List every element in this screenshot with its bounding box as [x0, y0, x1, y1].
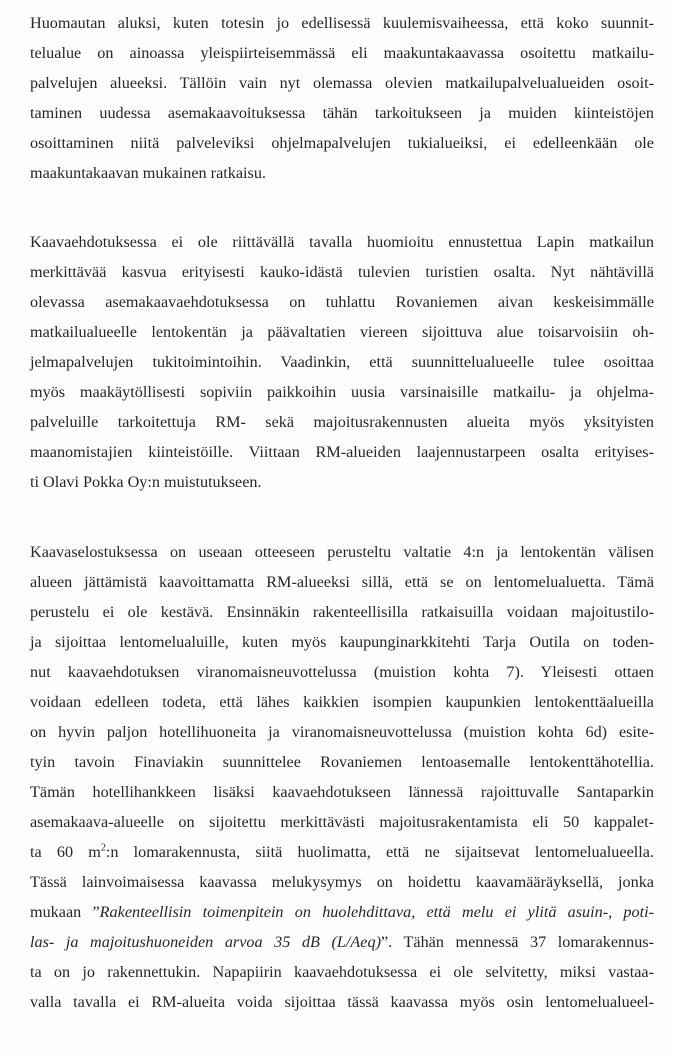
- paragraph-line: Huomautan aluksi, kuten totesin jo edellisessä kuulemisvaiheessa, että koko suunnit-: [30, 14, 654, 32]
- text-segment: ”. Tähän mennessä 37 lomarakennus-: [380, 933, 655, 951]
- paragraph-line: valla tavalla ei RM-alueita voida sijoittaa tässä kaavassa myös osin lentomelualueel-: [30, 993, 654, 1011]
- paragraph-line: asemakaava-alueelle on sijoitettu merkittävästi majoitusrakentamista eli 50 kappalet-: [30, 813, 654, 831]
- text-segment: ta 60 m: [30, 843, 101, 861]
- paragraph-line: ja sijoittaa lentomelualuille, kuten myös kaupunginarkkitehti Tarja Outila on toden-: [30, 633, 654, 651]
- paragraph-line: perustelu ei ole kestävä. Ensinnäkin rakenteellisilla ratkaisuilla voidaan majoitustilo-: [30, 603, 654, 621]
- paragraph-line: palvelujen alueeksi. Tällöin vain nyt olemassa olevien matkailupalvelualueiden osoit-: [30, 74, 654, 92]
- text-segment: mukaan ”: [30, 903, 100, 921]
- paragraph-line: Kaavaehdotuksessa ei ole riittävällä tavalla huomioitu ennustettua Lapin matkailun: [30, 233, 654, 251]
- paragraph-line: merkittävää kasvua erityisesti kauko-idästä tulevien turistien osalta. Nyt nähtävillä: [30, 263, 654, 281]
- paragraph-line: tyin tavoin Finaviakin suunnittelee Rovaniemen lentoasemalle lentokenttähotellia.: [30, 753, 654, 771]
- paragraph-line: maanomistajien kiinteistöille. Viittaan RM-alueiden laajennustarpeen osalta erityises-: [30, 443, 654, 461]
- quoted-regulation: las- ja majoitushuoneiden arvoa 35 dB (L/Aeq): [30, 933, 381, 951]
- paragraph-line: osoittaminen niitä palveleviksi ohjelmapalvelujen tukialueiksi, ei edelleenkään ole: [30, 134, 654, 152]
- paragraph-line: ta on jo rakennettukin. Napapiirin kaavaehdotuksessa ei ole selvitetty, miksi vastaa-: [30, 963, 654, 981]
- paragraph-line: taminen uudessa asemakaavoituksessa tähän tarkoitukseen ja muiden kiinteistöjen: [30, 104, 654, 122]
- paragraph-line: [30, 927, 654, 957]
- paragraph-line: olevassa asemakaavaehdotuksessa on tuhlattu Rovaniemen aivan keskeisimmälle: [30, 293, 654, 311]
- paragraph-line: Tämän hotellihankkeen lisäksi kaavaehdotukseen lännessä rajoittuvalle Santaparkin: [30, 783, 654, 801]
- paragraph-line: maakuntakaavan mukainen ratkaisu.: [30, 164, 266, 182]
- paragraph-line: Kaavaselostuksessa on useaan otteeseen perusteltu valtatie 4:n ja lentokentän välisen: [30, 543, 654, 561]
- paragraph-line: ti Olavi Pokka Oy:n muistutukseen.: [30, 473, 262, 491]
- paragraph-line: on hyvin paljon hotellihuoneita ja viranomaisneuvottelussa (muistion kohta 6d) esite-: [30, 723, 654, 741]
- paragraph-line: matkailualueelle lentokentän ja päävaltatien viereen sijoittuva alue toisarvoisiin oh-: [30, 323, 654, 341]
- paragraph-line: [30, 897, 654, 927]
- paragraph-line: [30, 837, 654, 867]
- paragraph-line: myös maakäytöllisesti sopiviin paikkoihin uusia varsinaisille matkailu- ja ohjelma-: [30, 383, 654, 401]
- paragraph-line: Tässä lainvoimaisessa kaavassa melukysymys on hoidettu kaavamääräyksellä, jonka: [30, 873, 654, 891]
- paragraph-line: palveluille tarkoitettuja RM- sekä majoitusrakennusten alueita myös yksityisten: [30, 413, 654, 431]
- text-segment: :n lomarakennusta, siitä huolimatta, että ne sijaitsevat lentomelualueella.: [105, 843, 654, 861]
- paragraph-line: nut kaavaehdotuksen viranomaisneuvottelussa (muistion kohta 7). Yleisesti ottaen: [30, 663, 654, 681]
- paragraph-line: voidaan edelleen todeta, että lähes kaikkien isompien kaupunkien lentokenttäalueilla: [30, 693, 654, 711]
- paragraph-line: jelmapalvelujen tukitoimintoihin. Vaadinkin, että suunnittelualueelle tulee osoittaa: [30, 353, 654, 371]
- quoted-regulation: Rakenteellisin toimenpitein on huolehdittava, että melu ei ylitä asuin-, poti-: [99, 903, 654, 921]
- superscript: 2: [100, 842, 106, 854]
- paragraph-line: telualue on ainoassa yleispiirteisemmässä eli maakuntakaavassa osoitettu matkailu-: [30, 44, 654, 62]
- paragraph-line: alueen jättämistä kaavoittamatta RM-alueeksi sillä, että se on lentomelualuetta. Tämä: [30, 573, 654, 591]
